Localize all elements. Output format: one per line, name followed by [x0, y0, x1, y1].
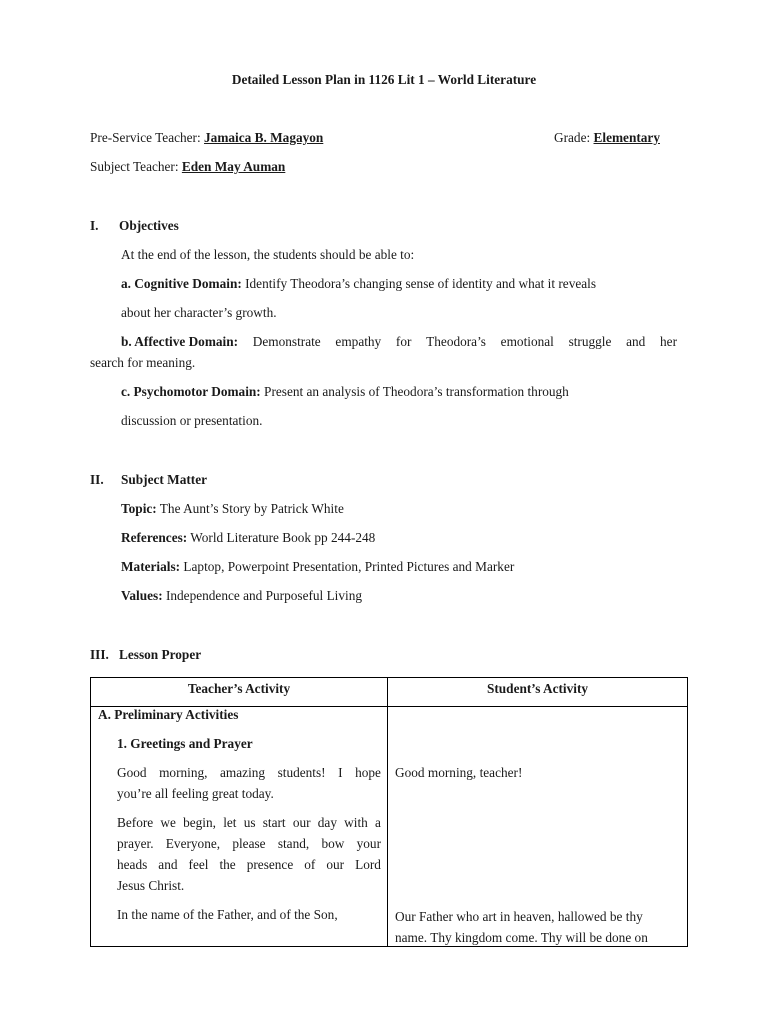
- word: our: [326, 857, 345, 872]
- word: Everyone,: [165, 836, 221, 851]
- document-title: Detailed Lesson Plan in 1126 Lit 1 – World Literature: [231, 72, 537, 87]
- word: Good: [117, 765, 147, 780]
- student-activity-header-text: Student’s Activity: [486, 681, 589, 696]
- word: morning,: [159, 765, 208, 780]
- objective-c-label: c. Psychomotor Domain:: [121, 384, 261, 399]
- word: a: [375, 815, 381, 830]
- objectives-numeral: I.: [90, 218, 99, 233]
- lesson-proper-numeral: III.: [90, 647, 109, 662]
- values-value: Independence and Purposeful Living: [162, 588, 363, 603]
- teacher-prayer-line-1: [117, 812, 381, 833]
- word: we: [160, 815, 176, 830]
- teacher-greeting-line-2: you’re all feeling great today.: [117, 786, 274, 801]
- pre-service-teacher-label: Pre-Service Teacher:: [90, 130, 205, 145]
- objectives-heading: Objectives: [119, 218, 179, 233]
- word: start: [262, 815, 286, 830]
- teacher-prayer-line-2: [117, 833, 381, 854]
- student-activity-cell: [388, 707, 688, 947]
- word: and: [158, 857, 178, 872]
- word: begin,: [183, 815, 216, 830]
- objective-b-word: Demonstrate: [252, 334, 321, 349]
- materials-line: [121, 559, 514, 575]
- objective-c-line-1: [121, 384, 569, 400]
- objective-b-word: struggle: [568, 334, 612, 349]
- objective-c-text: Present an analysis of Theodora’s transformation through: [260, 384, 569, 399]
- topic-value: The Aunt’s Story by Patrick White: [156, 501, 344, 516]
- teacher-sign-of-cross-line: In the name of the Father, and of the Son,: [117, 907, 338, 922]
- objective-b-word: for: [395, 334, 412, 349]
- references-line: [121, 530, 375, 546]
- student-prayer-line-1: Our Father who art in heaven, hallowed be thy: [395, 909, 643, 924]
- word: stand,: [277, 836, 310, 851]
- subject-teacher-line: [90, 159, 285, 175]
- references-value: World Literature Book pp 244-248: [187, 530, 376, 545]
- teacher-activity-cell: [91, 707, 388, 947]
- subject-teacher-label: Subject Teacher:: [90, 159, 182, 174]
- objective-b-word: emotional: [500, 334, 554, 349]
- grade-label: Grade:: [554, 130, 594, 145]
- word: amazing: [220, 765, 266, 780]
- student-greeting-line: Good morning, teacher!: [395, 765, 523, 780]
- word: us: [243, 815, 256, 830]
- objective-a-line-1: [121, 276, 596, 292]
- word: please: [232, 836, 266, 851]
- section-a-heading: A. Preliminary Activities: [98, 707, 239, 722]
- teacher-prayer-line-3: [117, 854, 381, 875]
- pre-service-teacher-name: Jamaica B. Magayon: [204, 130, 324, 145]
- word: I: [338, 765, 343, 780]
- word: let: [223, 815, 237, 830]
- objective-b-word: her: [660, 334, 677, 349]
- teacher-activity-header: [91, 678, 388, 707]
- grade-value: Elementary: [593, 130, 660, 145]
- word: Before: [117, 815, 154, 830]
- materials-label: Materials:: [121, 559, 181, 574]
- student-prayer-line-2: name. Thy kingdom come. Thy will be done on: [395, 930, 648, 945]
- lesson-proper-heading: Lesson Proper: [119, 647, 202, 662]
- objective-b-word: empathy: [335, 334, 382, 349]
- subject-matter-numeral: II.: [90, 472, 104, 487]
- topic-line: [121, 501, 344, 517]
- word: prayer.: [117, 836, 154, 851]
- objective-b-line-1: [121, 334, 677, 350]
- student-activity-header: [388, 678, 688, 707]
- table-row: [91, 707, 688, 947]
- word: your: [356, 836, 381, 851]
- subject-teacher-name: Eden May Auman: [181, 159, 286, 174]
- objective-a-label: a. Cognitive Domain:: [121, 276, 242, 291]
- lesson-proper-table: [90, 677, 688, 947]
- word: heads: [117, 857, 148, 872]
- teacher-activity-header-text: Teacher’s Activity: [187, 681, 291, 696]
- objective-a-line-2: about her character’s growth.: [121, 305, 277, 320]
- objective-b-line-2: search for meaning.: [90, 355, 196, 370]
- word: our: [292, 815, 311, 830]
- pre-service-teacher-line: [90, 130, 323, 146]
- objective-b-word: and: [626, 334, 646, 349]
- word: feel: [188, 857, 209, 872]
- word: hope: [355, 765, 381, 780]
- table-header-row: [91, 678, 688, 707]
- subject-matter-heading: Subject Matter: [121, 472, 208, 487]
- word: Lord: [355, 857, 381, 872]
- materials-value: Laptop, Powerpoint Presentation, Printed Pictures and Marker: [180, 559, 515, 574]
- values-line: [121, 588, 362, 604]
- word: with: [344, 815, 368, 830]
- greetings-prayer-heading: 1. Greetings and Prayer: [117, 736, 253, 751]
- values-label: Values:: [121, 588, 163, 603]
- word: presence: [246, 857, 294, 872]
- objective-a-text: Identify Theodora’s changing sense of identity and what it reveals: [241, 276, 597, 291]
- objective-c-line-2: discussion or presentation.: [121, 413, 263, 428]
- grade-line: [554, 130, 660, 146]
- word: bow: [321, 836, 345, 851]
- references-label: References:: [121, 530, 188, 545]
- teacher-prayer-line-4: Jesus Christ.: [117, 878, 185, 893]
- teacher-greeting-line-1: [117, 762, 381, 783]
- word: the: [219, 857, 236, 872]
- objectives-intro: At the end of the lesson, the students should be able to:: [121, 247, 415, 262]
- objective-b-label: b. Affective Domain:: [121, 334, 239, 349]
- word: students!: [277, 765, 326, 780]
- word: of: [304, 857, 316, 872]
- objective-b-word: Theodora’s: [426, 334, 486, 349]
- word: day: [317, 815, 337, 830]
- topic-label: Topic:: [121, 501, 157, 516]
